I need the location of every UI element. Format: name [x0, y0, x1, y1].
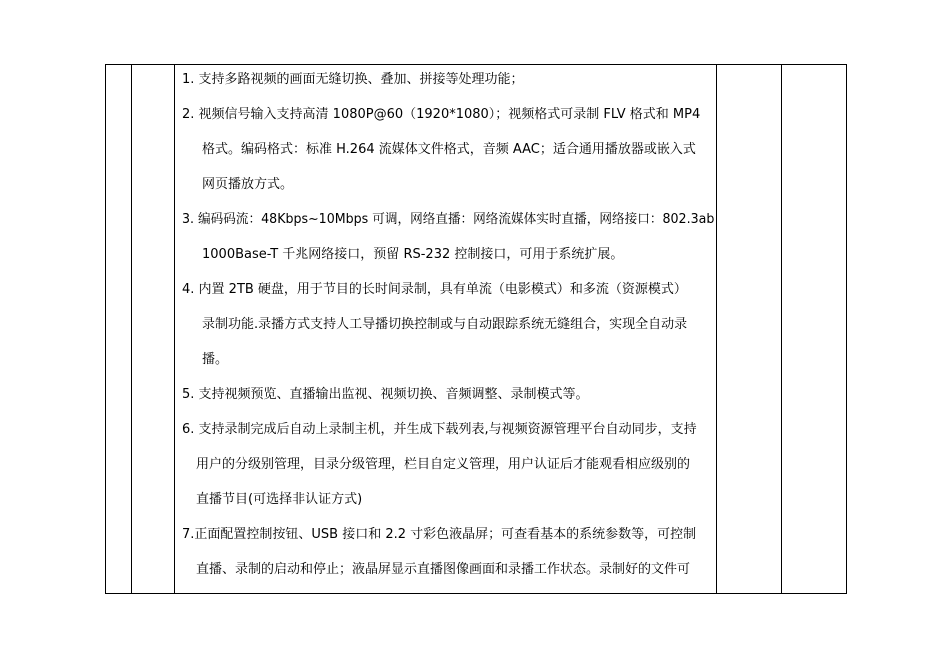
table-col-border-4: [716, 64, 717, 594]
table-col-border-2: [131, 64, 132, 594]
spec-item-6-line-2: 用户的分级别管理，目录分级管理，栏目自定义管理，用户认证后才能观看相应级别的: [196, 457, 691, 472]
table-col-border-1: [105, 64, 106, 594]
table-col-border-5: [781, 64, 782, 594]
spec-item-5-line-1: 5. 支持视频预览、直播输出监视、视频切换、音频调整、录制模式等。: [182, 387, 589, 402]
spec-item-2-line-3: 网页播放方式。: [202, 177, 294, 192]
spec-item-4-line-1: 4. 内置 2TB 硬盘，用于节目的长时间录制，具有单流（电影模式）和多流（资源模式）: [182, 282, 687, 297]
spec-item-1-line-1: 1. 支持多路视频的画面无缝切换、叠加、拼接等处理功能；: [182, 72, 524, 87]
table-col-border-3: [174, 64, 175, 594]
spec-item-6-line-1: 6. 支持录制完成后自动上录制主机，并生成下载列表,与视频资源管理平台自动同步，支持: [182, 422, 697, 437]
table-col-border-6: [846, 64, 847, 594]
spec-item-4-line-2: 录制功能.录播方式支持人工导播切换控制或与自动跟踪系统无缝组合，实现全自动录: [202, 317, 688, 332]
table-top-border: [105, 64, 847, 65]
spec-item-3-line-1: 3. 编码码流：48Kbps~10Mbps 可调，网络直播：网络流媒体实时直播，网络接口：802.3ab: [182, 212, 715, 227]
spec-item-4-line-3: 播。: [202, 352, 229, 367]
spec-item-3-line-2: 1000Base-T 千兆网络接口，预留 RS-232 控制接口，可用于系统扩展。: [202, 247, 624, 262]
spec-item-6-line-3: 直播节目(可选择非认证方式): [196, 492, 363, 507]
spec-item-2-line-1: 2. 视频信号输入支持高清 1080P@60（1920*1080）；视频格式可录制 FLV 格式和 MP4: [182, 107, 701, 122]
spec-item-7-line-1: 7.正面配置控制按钮、USB 接口和 2.2 寸彩色液晶屏；可查看基本的系统参数等，可控制: [182, 527, 697, 542]
spec-item-7-line-2: 直播、录制的启动和停止；液晶屏显示直播图像画面和录播工作状态。录制好的文件可: [196, 562, 691, 577]
table-bottom-border: [105, 593, 847, 594]
spec-item-2-line-2: 格式。编码格式：标准 H.264 流媒体文件格式，音频 AAC；适合通用播放器或嵌入式: [202, 142, 696, 157]
